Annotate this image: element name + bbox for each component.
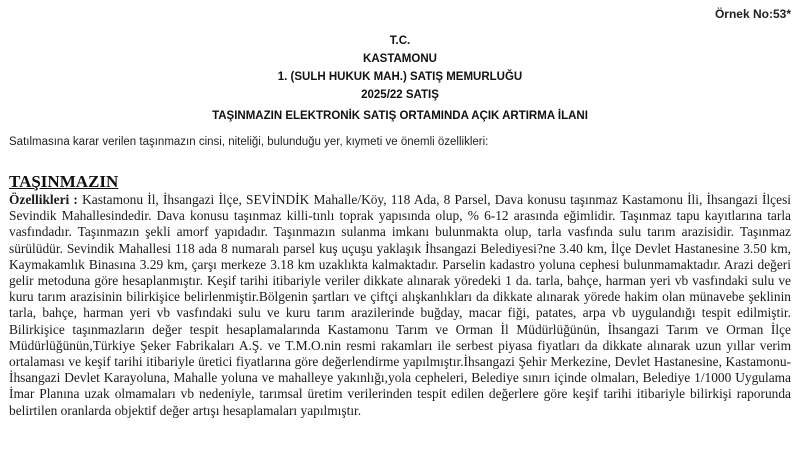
header-city: KASTAMONU — [363, 53, 437, 65]
document-header — [0, 32, 800, 104]
header-country: T.C. — [389, 35, 411, 47]
header-office: 1. (SULH HUKUK MAH.) SATIŞ MEMURLUĞU — [277, 71, 523, 83]
header-case-number: 2025/22 SATIŞ — [361, 89, 439, 101]
features-paragraph — [9, 192, 791, 419]
intro-text: Satılmasına karar verilen taşınmazın cinsi, niteliği, bulunduğu yer, kıymeti ve önemli özellikleri: — [9, 136, 489, 148]
notice-title: TAŞINMAZIN ELEKTRONİK SATIŞ ORTAMINDA AÇIK ARTIRMA İLANI — [212, 110, 588, 122]
sample-number: Örnek No:53* — [714, 7, 791, 21]
section-title: TAŞINMAZIN — [9, 172, 119, 191]
features-label: Özellikleri : — [9, 192, 78, 207]
features-text: Kastamonu İl, İhsangazi İlçe, SEVİNDİK Mahalle/Köy, 118 Ada, 8 Parsel, Dava konusu taşınmaz Kastamonu İli, İhsangazi İlçesi Sevindik Mahallesindedir. Dava konusu taşınmaz killi-tınlı toprak yapısında olup, % 6-12 arasında eğimlidir. Taşınmaz tapu kayıtlarına tarla vasfındadır. Taşınmazın şekli amorf yapıdadır. Taşınmazın sulanma imkanı bulunmakta olup, tarla vasfında sulu tarım arazisidir. Taşınmaz sürülüdür. Sevindik Mahallesi 118 ada 8 numaralı parsel kuş uçuşu yaklaşık İhsangazi Belediyesi?ne 3.40 km, İlçe Devlet Hastanesine 3.50 km, Kaymakamlık Binasına 3.29 km, çarşı merkeze 3.18 km uzaklıkta kalmaktadır. Parselin kadastro yoluna cephesi bulunmamaktadır. Arazi değeri gelir metoduna göre hesaplanmıştır. Keşif tarihi itibariyle veriler dikkate alınarak yöredeki 1 da. tarla, bahçe, harman yeri vb vasfındaki sulu ve kuru tarım arazisinin bilirkişice belirlenmiştir.Bölgenin şartları ve çiftçi alışkanlıkları da dikkate alınarak yörede hakim olan münavebe şeklinin tarla, bahçe, harman yeri vb vasfındaki sulu ve kuru tarım arazilerinde buğday, macar fiği, patates, arpa vb uygulandığı tespit edilmiştir. Bilirkişice taşınmazların değer tespit hesaplamalarında Kastamonu Tarım ve Orman İl Müdürlüğünün, İhsangazi Tarım ve Orman İlçe Müdürlüğünün,Türkiye Şeker Fabrikaları A.Ş. ve T.M.O.nin resmi rakamları ile serbest piyasa fiyatları da dikkate alınarak uzun yıllar verim ortalaması ve keşif tarihi itibariyle üretici fiyatlarına göre değerlendirme yapılmıştır.İhsangazi Şehir Merkezine, Devlet Hastanesine, Kastamonu-İhsangazi Devlet Karayoluna, Mahalle yoluna ve mahalleye yakınlığı,yola cepheleri, Belediye sınırı içinde olmaları, Belediye 1/1000 Uygulama İmar Planına uzak olmamaları vb nedeniyle, tarımsal üretim verilerinden tespit edilen değerlere göre keşif tarihi itibariyle bilirkişi raporunda belirtilen oranlarda objektif değer artışı hesaplamaları yapılmıştır. — [9, 192, 792, 418]
